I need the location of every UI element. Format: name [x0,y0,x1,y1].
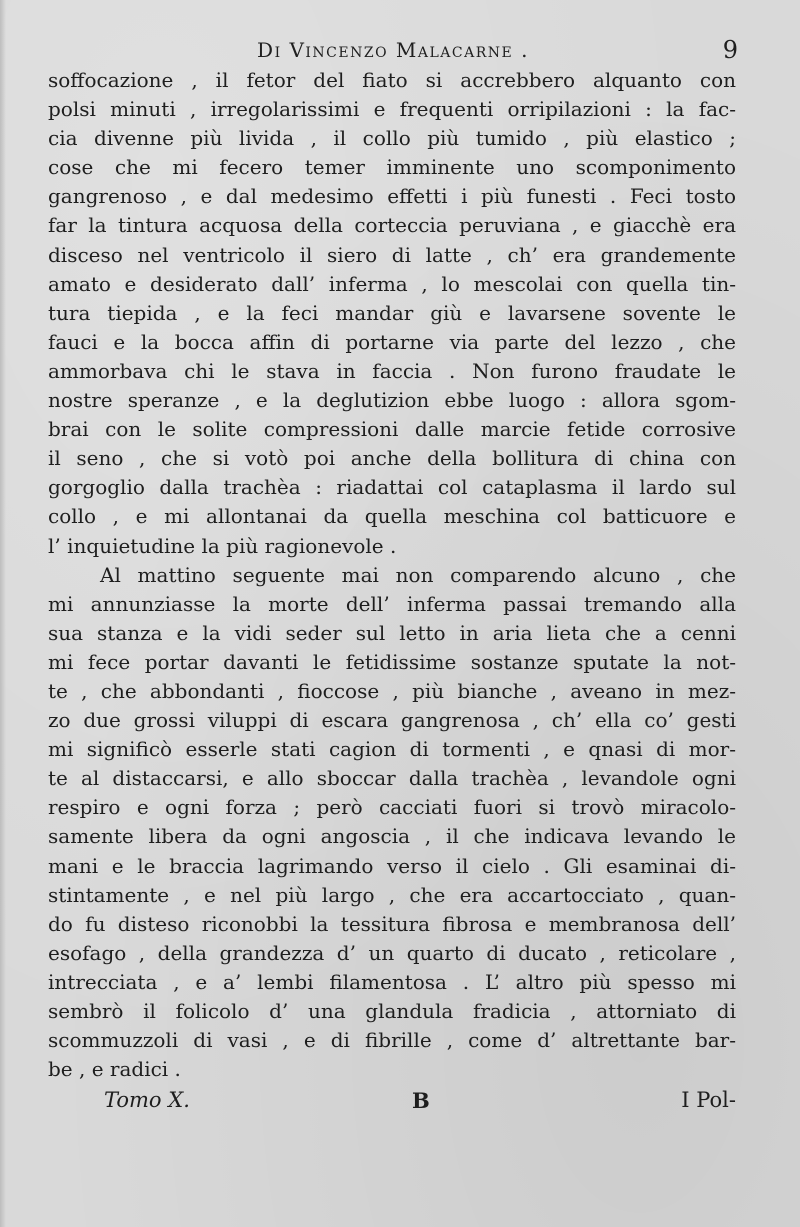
text-line: nostre speranze , e la deglutizion ebbe luogo : allora sgom- [48,388,736,413]
text-line: cia divenne più livida , il collo più tumido , più elastico ; [48,126,736,151]
text-line: intrecciata , e a’ lembi filamentosa . L’ altro più spesso mi [48,969,736,994]
text-line: mi fece portar davanti le fetidissime sostanze sputate la not- [48,649,736,674]
page-header [48,38,738,68]
body-text [48,66,736,1084]
text-line: scommuzzoli di vasi , e di fibrille , come d’ altrettante bar- [48,1028,736,1053]
page-edge-shadow [0,0,6,1227]
text-line: amato e desiderato dall’ inferma , lo mescolai con quella tin- [48,271,736,296]
text-line: te al distaccarsi, e allo sboccar dalla trachèa , levandole ogni [48,766,736,791]
text-line: do fu disteso riconobbi la tessitura fibrosa e membranosa dell’ [48,911,736,936]
catchword: I Pol- [681,1088,736,1112]
text-line: polsi minuti , irregolarissimi e frequenti orripilazioni : la fac- [48,97,736,122]
text-line: ammorbava chi le stava in faccia . Non furono fraudate le [48,358,736,383]
text-line: mani e le braccia lagrimando verso il cielo . Gli esaminai di- [48,853,736,878]
text-line: samente libera da ogni angoscia , il che indicava levando le [48,824,736,849]
text-line: esofago , della grandezza d’ un quarto di ducato , reticolare , [48,940,736,965]
text-line: soffocazione , il fetor del fiato si accrebbero alquanto con [48,68,736,92]
text-line: far la tintura acquosa della corteccia peruviana , e giacchè era [48,213,736,238]
text-line: disceso nel ventricolo il siero di latte , ch’ era grandemente [48,242,736,267]
text-line: gangrenoso , e dal medesimo effetti i più funesti . Feci tosto [48,184,736,209]
text-line: respiro e ogni forza ; però cacciati fuori si trovò miracolo- [48,795,736,820]
text-line: gorgoglio dalla trachèa : riadattai col cataplasma il lardo sul [48,475,736,500]
text-line: cose che mi fecero temer imminente uno scomponimento [48,155,736,180]
text-line: il seno , che si votò poi anche della bollitura di china con [48,446,736,471]
text-line: tura tiepida , e la feci mandar giù e lavarsene sovente le [48,300,736,325]
text-line: fauci e la bocca affin di portarne via parte del lezzo , che [48,329,736,354]
text-line: stintamente , e nel più largo , che era accartocciato , quan- [48,882,736,907]
paragraph-end-line: l’ inquietudine la più ragionevole . [48,533,397,558]
text-line: mi annunziasse la morte dell’ inferma passai tremando alla [48,591,736,616]
paragraph-end-line: be , e radici . [48,1057,181,1082]
paragraph-start-line: Al mattino seguente mai non comparendo alcuno , che [100,562,736,587]
running-head: Di Vincenzo Malacarne . [257,38,529,62]
text-line: sua stanza e la vidi seder sul letto in aria lieta che a cenni [48,620,736,645]
text-line: mi significò esserle stati cagion di tormenti , e qnasi di mor- [48,737,736,762]
signature-mark: B [412,1088,430,1113]
page-number: 9 [722,36,738,64]
page-footer [48,1088,736,1120]
text-line: zo due grossi viluppi di escara gangrenosa , ch’ ella co’ gesti [48,708,736,733]
text-line: brai con le solite compressioni dalle marcie fetide corrosive [48,417,736,442]
text-line: sembrò il folicolo d’ una glandula fradicia , attorniato di [48,999,736,1023]
volume-label: Tomo X. [104,1088,190,1112]
text-line: collo , e mi allontanai da quella meschina col batticuore e [48,504,736,529]
text-line: te , che abbondanti , fioccose , più bianche , aveano in mez- [48,678,736,703]
